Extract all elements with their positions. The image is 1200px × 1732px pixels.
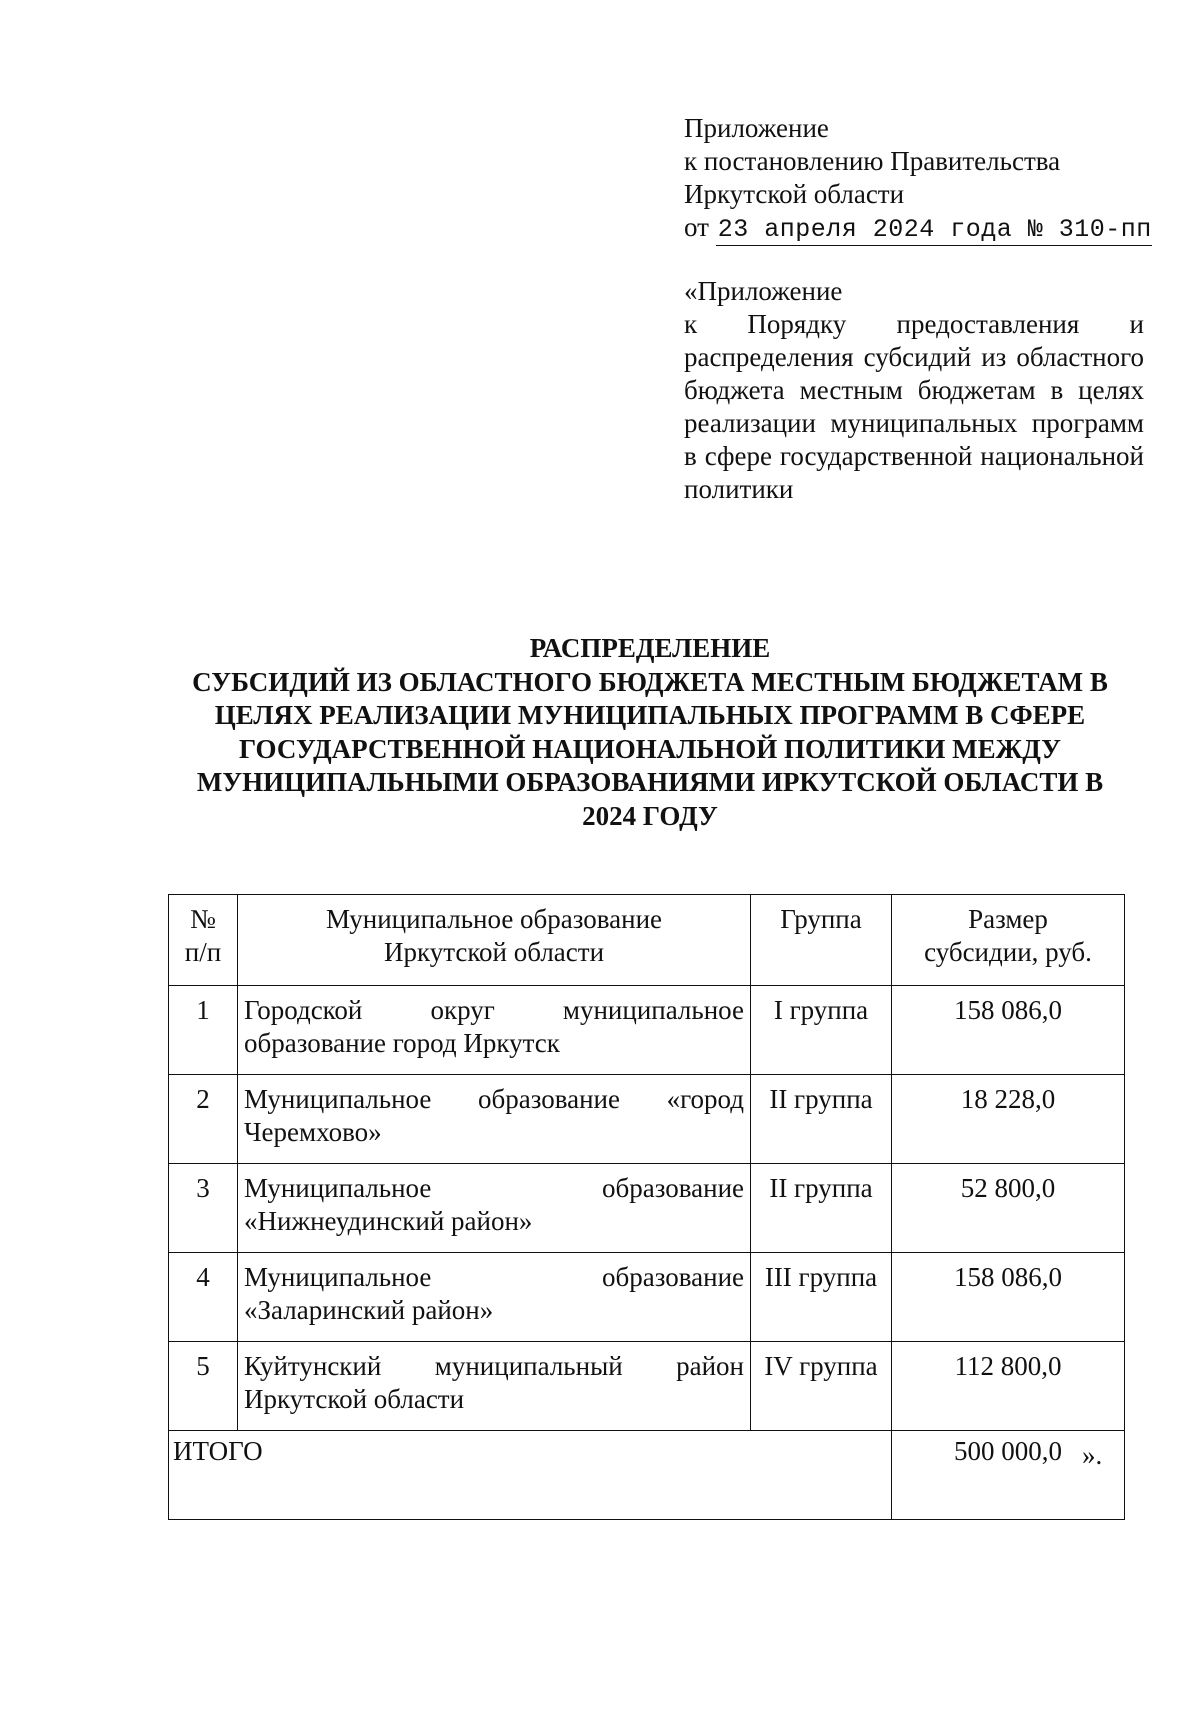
title-line-6: 2024 ГОДУ (582, 800, 718, 831)
appendix-first-line: «Приложение (684, 276, 843, 306)
title-line-1: РАСПРЕДЕЛЕНИЕ (529, 633, 771, 663)
row-group: II группа (751, 1164, 892, 1253)
row-municipality: Муниципальное образование «Нижнеудинский район» (238, 1164, 751, 1253)
date-prefix: от (684, 212, 709, 242)
resolution-date-line (684, 211, 1152, 246)
row-amount: 112 800,0 (892, 1342, 1125, 1431)
row-amount: 158 086,0 (892, 1253, 1125, 1342)
header-municipality-line-2: Иркутской области (383, 937, 605, 967)
header-block (684, 112, 1152, 246)
row-amount: 158 086,0 (892, 986, 1125, 1075)
row-municipality: Городской округ муниципальное образование город Иркутск (238, 986, 751, 1075)
total-label: ИТОГО (169, 1431, 892, 1520)
table-row (169, 1342, 1125, 1431)
header-amount (892, 895, 1125, 986)
title-line-4: ГОСУДАРСТВЕННОЙ НАЦИОНАЛЬНОЙ ПОЛИТИКИ МЕЖДУ (239, 733, 1061, 764)
header-line-1: Приложение (684, 113, 829, 143)
total-amount: 500 000,0 (892, 1431, 1125, 1520)
row-num: 2 (169, 1075, 238, 1164)
header-amount-line-1: Размер (968, 904, 1048, 934)
header-amount-line-2: субсидии, руб. (924, 937, 1092, 967)
row-group: III группа (751, 1253, 892, 1342)
resolution-date-number: 23 апреля 2024 года № 310-пп (717, 215, 1152, 244)
row-num: 3 (169, 1164, 238, 1253)
row-num: 5 (169, 1342, 238, 1431)
closing-quote-mark: ». (1082, 1440, 1103, 1470)
header-num (169, 895, 238, 986)
appendix-reference (684, 275, 1144, 506)
table-total-row (169, 1431, 1125, 1520)
row-group: I группа (751, 986, 892, 1075)
header-municipality-line-1: Муниципальное образование (325, 904, 663, 934)
row-municipality: Муниципальное образование «Заларинский район» (238, 1253, 751, 1342)
table-row (169, 986, 1125, 1075)
title-line-2: СУБСИДИЙ ИЗ ОБЛАСТНОГО БЮДЖЕТА МЕСТНЫМ БЮДЖЕТАМ В (192, 666, 1108, 697)
table-header-row (169, 895, 1125, 986)
subsidy-distribution-table (168, 894, 1125, 1520)
row-num: 1 (169, 986, 238, 1075)
row-group: IV группа (751, 1342, 892, 1431)
row-municipality: Куйтунский муниципальный район Иркутской области (238, 1342, 751, 1431)
table-row (169, 1253, 1125, 1342)
row-num: 4 (169, 1253, 238, 1342)
header-line-3: Иркутской области (684, 179, 905, 209)
header-num-line-1: № (190, 904, 216, 934)
row-municipality: Муниципальное образование «город Черемхово» (238, 1075, 751, 1164)
row-amount: 52 800,0 (892, 1164, 1125, 1253)
row-amount: 18 228,0 (892, 1075, 1125, 1164)
header-group: Группа (751, 895, 892, 986)
appendix-text: к Порядку предоставления и распределения субсидий из областного бюджета местным бюджетам в целях реализации муниципальных программ в сфере государственной национальной политики (684, 309, 1144, 504)
header-num-line-2: п/п (184, 937, 222, 967)
document-title (150, 632, 1150, 833)
table-row (169, 1075, 1125, 1164)
title-line-3: ЦЕЛЯХ РЕАЛИЗАЦИИ МУНИЦИПАЛЬНЫХ ПРОГРАММ В СФЕРЕ (214, 700, 1086, 730)
title-line-5: МУНИЦИПАЛЬНЫМИ ОБРАЗОВАНИЯМИ ИРКУТСКОЙ ОБЛАСТИ В (196, 767, 1104, 797)
header-municipality (238, 895, 751, 986)
header-line-2: к постановлению Правительства (684, 146, 1061, 176)
row-group: II группа (751, 1075, 892, 1164)
table-row (169, 1164, 1125, 1253)
